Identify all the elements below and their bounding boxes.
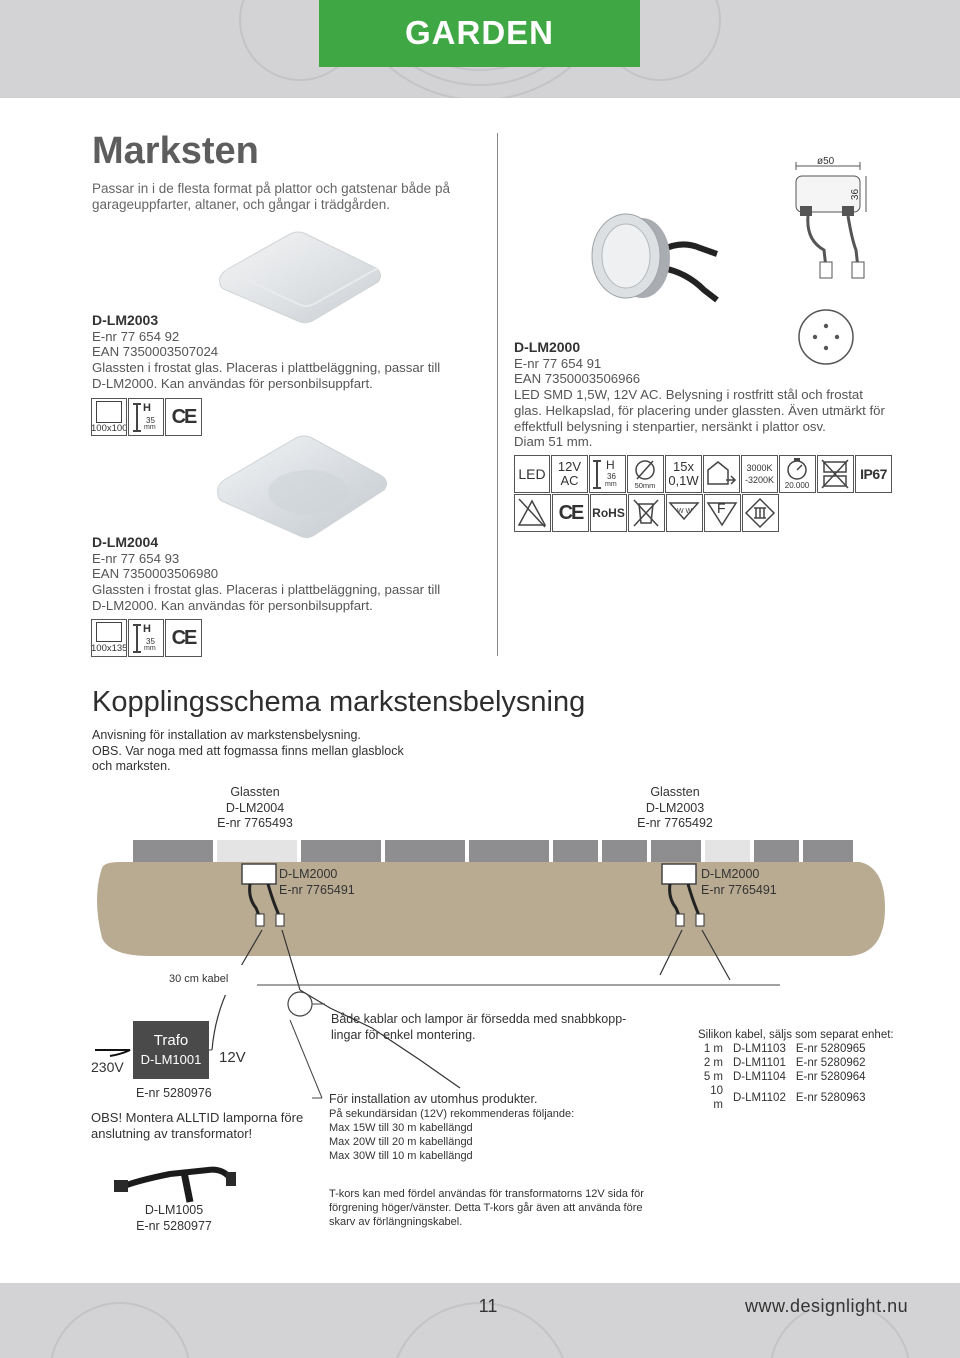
product-line: Diam 51 mm. — [514, 434, 593, 450]
class-iii-icon — [742, 494, 779, 532]
table-row — [696, 1042, 871, 1056]
power-icon — [665, 455, 702, 493]
svg-text:W W: W W — [677, 508, 693, 515]
secondary-recommendation — [329, 1107, 574, 1163]
f-mark-icon — [704, 494, 741, 532]
size-icon — [91, 398, 127, 436]
weee-icon — [628, 494, 665, 532]
size-label: 100x135 — [91, 643, 128, 654]
page-title: Marksten — [92, 130, 259, 172]
warning-triangle-icon — [515, 495, 549, 530]
crossed-bin-icon — [629, 495, 663, 530]
height-value: 35 — [146, 637, 155, 646]
label-line: D-LM2003 — [645, 800, 705, 815]
height-icon — [589, 455, 626, 493]
table-row — [696, 1056, 871, 1070]
diameter-value: 50mm — [634, 481, 656, 490]
color-temp-value: 3000K — [746, 463, 773, 473]
power-value: 0,1W — [668, 473, 699, 488]
section-title: GARDEN — [404, 14, 554, 51]
ip-rating-icon: IP67 — [855, 455, 892, 493]
diameter-icon — [627, 455, 664, 493]
product-line: Glassten i frostat glas. Placeras i plattbeläggning, passar till — [92, 360, 441, 376]
height-icon — [128, 398, 164, 436]
product-code: D-LM2000 — [514, 339, 581, 355]
height-unit: mm — [144, 645, 156, 652]
lamp-left-label — [279, 867, 355, 898]
t-connector-label — [128, 1203, 220, 1234]
transformer-box — [133, 1021, 209, 1079]
cable-length: 1 m — [703, 1043, 723, 1055]
decorative-pattern — [0, 1283, 960, 1358]
color-temp-range: -3200K — [744, 475, 775, 485]
crossed-lamp-icon — [818, 456, 852, 491]
cable-length: 2 m — [703, 1057, 723, 1069]
no-insulation-icon — [514, 494, 551, 532]
glass-block-image — [212, 432, 392, 544]
product-line: E-nr 77 654 93 — [92, 550, 180, 566]
mount-triangle-icon — [667, 495, 701, 530]
product-line: D-LM2000. Kan användas för personbilsuppfart. — [92, 375, 373, 391]
schema-title: Kopplingsschema markstensbelysning — [92, 686, 586, 718]
height-unit: mm — [605, 481, 617, 488]
cable-label: 30 cm kabel — [169, 973, 229, 985]
label-line: E-nr 5280977 — [136, 1218, 212, 1233]
product-lm2003 — [92, 313, 492, 392]
cable-code: D-LM1103 — [733, 1043, 786, 1055]
glass-right-label — [615, 785, 735, 832]
glass-left-label — [195, 785, 315, 832]
t-connector-image — [110, 1150, 250, 1210]
height-value: 36 — [607, 472, 616, 481]
technical-drawing — [780, 150, 875, 300]
house-icon — [704, 456, 738, 491]
paving-stones — [133, 840, 853, 864]
table-row — [696, 1070, 871, 1084]
ce-icon: CE — [165, 398, 202, 436]
label-line: E-nr 7765491 — [279, 882, 355, 897]
cable-code: D-LM1104 — [733, 1071, 786, 1083]
column-divider — [497, 133, 498, 656]
cable-enr: E-nr 5280964 — [795, 1071, 866, 1083]
height-letter: H — [143, 402, 151, 414]
label-line: E-nr 7765491 — [701, 882, 777, 897]
product-line: LED SMD 1,5W, 12V AC. Belysning i rostfritt stål och frostat — [514, 387, 863, 403]
rohs-icon: RoHS — [590, 494, 627, 532]
product-line: D-LM2000. Kan användas för personbilsuppfart. — [92, 597, 373, 613]
label-line: D-LM2000 — [279, 867, 338, 881]
height-label: 36 — [850, 188, 862, 201]
label-line: Glassten — [230, 785, 280, 799]
page-intro: Passar in i de flesta format på plattor och gatstenar både på garageuppfarter, altaner, och gångar i trädgården. — [92, 181, 450, 212]
diameter-label: ø50 — [817, 156, 835, 167]
label-line: Glassten — [650, 785, 700, 799]
schema-intro-line: Anvisning för installation av markstensbelysning. — [92, 728, 361, 742]
clock-icon — [780, 456, 814, 482]
led-count: 15x — [673, 459, 694, 474]
lamp-right-label — [701, 867, 777, 898]
product-line: EAN 7350003506966 — [514, 371, 641, 387]
note-line: Både kablar och lampor är försedda med snabbkopp- — [331, 1012, 627, 1026]
obs-warning — [91, 1110, 303, 1141]
color-temp-icon — [741, 455, 778, 493]
label-line: E-nr 7765493 — [217, 816, 293, 830]
note-line: skarv av förlängningskabel. — [329, 1216, 463, 1228]
product-line: Glassten i frostat glas. Placeras i plattbeläggning, passar till — [92, 582, 441, 598]
mounting-icon — [666, 494, 703, 532]
secondary-line: Max 15W till 30 m kabellängd — [329, 1122, 473, 1134]
lifetime-value: 20.000 — [784, 481, 810, 490]
cable-length: 5 m — [703, 1071, 723, 1083]
product-lm2004 — [92, 535, 492, 614]
height-letter: H — [606, 458, 615, 472]
ce-icon: CE — [165, 619, 202, 657]
f-mark-letter: F — [717, 500, 726, 516]
cable-length: 10 m — [710, 1085, 723, 1111]
page-number: 11 — [478, 1296, 498, 1316]
cable-code: D-LM1102 — [733, 1092, 786, 1104]
ce-icon: CE — [552, 494, 589, 532]
table-row — [696, 1084, 871, 1112]
output-voltage-label: 12V — [219, 1049, 246, 1066]
lifetime-icon — [779, 455, 816, 493]
voltage-icon — [551, 455, 588, 493]
product-lm2000 — [514, 340, 914, 450]
product-code: D-LM2003 — [92, 312, 159, 328]
silikon-table — [696, 1042, 871, 1112]
label-line: D-LM2004 — [225, 800, 285, 815]
outdoor-icon — [703, 455, 740, 493]
height-value: 35 — [146, 416, 155, 425]
cable-enr: E-nr 5280963 — [795, 1092, 866, 1104]
transformer-title: Trafo — [153, 1032, 189, 1049]
product-line: EAN 7350003507024 — [92, 344, 219, 360]
height-icon — [128, 619, 164, 657]
product-code: D-LM2004 — [92, 534, 159, 550]
cable-enr: E-nr 5280965 — [795, 1043, 866, 1055]
product-line: glas. Helkapslad, för placering under glassten. Även utmärkt för — [514, 402, 885, 418]
secondary-title: På sekundärsidan (12V) rekommenderas följande: — [329, 1108, 575, 1120]
voltage-value: 12V — [557, 459, 582, 474]
product-line: E-nr 77 654 91 — [514, 355, 602, 371]
height-unit: mm — [144, 424, 156, 431]
led-icon: LED — [514, 455, 550, 493]
schema-intro-line: och marksten. — [92, 759, 171, 773]
note-line: lingar för enkel montering. — [331, 1027, 476, 1042]
no-dimmer-icon — [817, 455, 854, 493]
note-line: förgrening höger/vänster. Detta T-kors går även att använda före — [329, 1202, 643, 1214]
silikon-title: Silikon kabel, säljs som separat enhet: — [698, 1029, 894, 1041]
website-link[interactable]: www.designlight.nu — [745, 1296, 909, 1316]
schema-intro-line: OBS. Var noga med att fogmassa finns mellan glasblock — [92, 743, 404, 758]
diamond-iii-icon — [743, 495, 777, 530]
diameter-symbol-icon — [628, 457, 662, 483]
size-icon — [91, 619, 127, 657]
product-line: EAN 7350003506980 — [92, 566, 219, 582]
voltage-type: AC — [560, 473, 579, 488]
lamp-image — [582, 210, 722, 305]
label-line: D-LM2000 — [701, 867, 760, 881]
secondary-line: Max 20W till 20 m kabellängd — [329, 1136, 473, 1148]
secondary-line: Max 30W till 10 m kabellängd — [329, 1150, 473, 1162]
cable-code: D-LM1101 — [733, 1057, 786, 1069]
height-letter: H — [143, 623, 151, 635]
transformer-enr: E-nr 5280976 — [136, 1086, 212, 1100]
schema-intro — [92, 728, 422, 775]
footer-band — [0, 1283, 960, 1358]
t-connector-note — [329, 1187, 644, 1229]
warning-line: anslutning av transformator! — [91, 1125, 253, 1141]
label-line: D-LM1005 — [144, 1203, 204, 1217]
product-line: effektfull belysning i stenpartier, nersänkt i plattor osv. — [514, 418, 826, 434]
warning-line: OBS! Montera ALLTID lamporna före — [91, 1110, 304, 1125]
transformer-code: D-LM1001 — [140, 1052, 202, 1067]
note-line: T-kors kan med fördel användas för transformatorns 12V sida för — [329, 1188, 644, 1200]
product-line: E-nr 77 654 92 — [92, 328, 180, 344]
quick-connect-note — [331, 1012, 651, 1043]
label-line: E-nr 7765492 — [637, 816, 713, 830]
input-voltage-label: 230V — [91, 1059, 124, 1075]
size-label: 100x100 — [91, 423, 128, 434]
outdoor-note: För installation av utomhus produkter. — [329, 1092, 538, 1106]
cable-enr: E-nr 5280962 — [795, 1057, 866, 1069]
